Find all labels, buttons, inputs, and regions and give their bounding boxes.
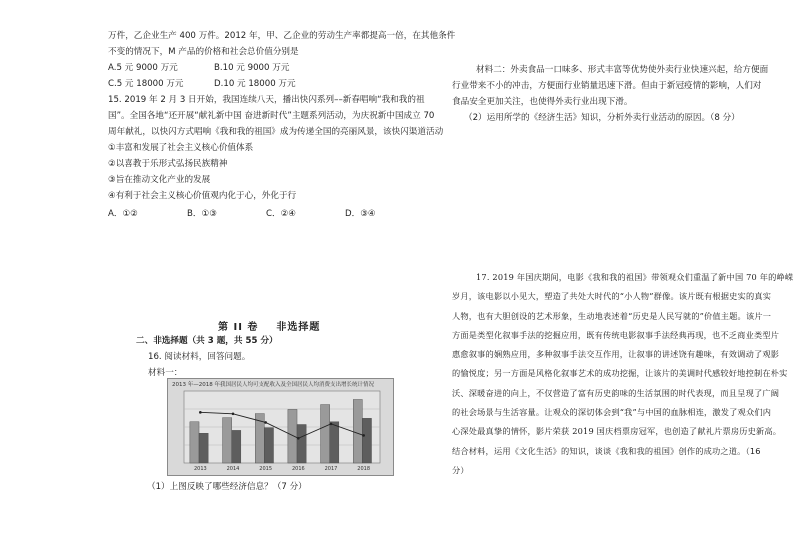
- q17-line-8: 的社会场景与生活容量。让观众的深切体会到“我”与中国的血脉相连，激发了观众们内: [452, 407, 772, 418]
- chart-bar: [330, 422, 339, 463]
- q14-line-2: 不变的情况下，M 产品的价格和社会总价值分别是: [108, 47, 299, 57]
- chart-bar: [353, 399, 362, 463]
- q15-line-2: 国”。全国各地“还开展“献礼新中国 奋进新时代”主题系列活动，为庆祝新中国成立 70: [108, 111, 435, 121]
- q17-line-2: 岁月，该电影以小见大，塑造了共处大时代的“小人物”群像。该片既有根据史实的真实: [452, 291, 772, 302]
- q17-block: [452, 268, 794, 480]
- q16-sub1: （1）上图反映了哪些经济信息？（7 分）: [147, 482, 307, 492]
- q15-line-1: 15. 2019 年 2 月 3 日开始，我国连续八天，播出快闪系列––新春唱响“我和我的祖: [108, 95, 425, 105]
- q17-line-3: 人物，也有大胆创设的艺术形象，生动地表述着“历史是人民写就的”价值主题。该片一: [452, 310, 772, 321]
- chart-point: [232, 413, 235, 416]
- q15-item-4: ④有利于社会主义核心价值观内化于心，外化于行: [108, 191, 297, 201]
- q15-option-b: B．①③: [187, 209, 217, 219]
- chart-bar: [223, 418, 232, 463]
- q15-item-3: ③旨在推动文化产业的发展: [108, 175, 211, 185]
- q14-options-row-2: [108, 76, 418, 92]
- q16-intro: 16. 阅读材料，回答问题。: [148, 352, 251, 362]
- chart-plot: [168, 379, 393, 475]
- q15-option-c: C．②④: [266, 209, 297, 219]
- chart-bar: [288, 409, 297, 463]
- q17-line-6: 的愉悦度；另一方面是风格化叙事艺术的成功挖掘，让该片的美调时代感较好地控制在朴实: [452, 368, 788, 379]
- q17-line-5: 惠愈叙事的娴熟应用，多种叙事手法交互作用，让叙事的讲述饶有趣味，有效调动了观影: [452, 349, 780, 360]
- q14-line-1: 万件，乙企业生产 400 万件。2012 年，甲、乙企业的劳动生产率都提高一倍，在其他条件: [108, 31, 456, 41]
- chart-caption: 2013 年—2018 年我国居民人均可支配收入及全国居民人均消费支出增长统计情况: [172, 382, 374, 388]
- part-two-header: 二、非选择题（共 3 题，共 55 分）: [136, 336, 278, 346]
- q16-sub2: （2）运用所学的《经济生活》知识，分析外卖行业活动的原因。（8 分）: [464, 113, 740, 123]
- q17-ask-line-1: 结合材料，运用《文化生活》的知识，谈谈《我和我的祖国》创作的成功之道。（16: [452, 445, 761, 456]
- q15-option-a: A．①②: [108, 209, 138, 219]
- chart-bar: [264, 428, 273, 463]
- chart-tick-label: 2015: [259, 466, 273, 472]
- q15-option-d: D．③④: [345, 209, 376, 219]
- q17-line-4: 方面是类型化叙事手法的挖掘应用，既有传统电影叙事手法经典再现，也不乏商业类型片: [452, 329, 780, 340]
- chart-tick-label: 2014: [226, 466, 240, 472]
- section-title: [218, 318, 338, 333]
- q14-option-d: D.10 元 18000 万元: [214, 79, 296, 89]
- material2-line-3: 食品安全更加关注，也使得外卖行业出现下滑。: [452, 97, 633, 107]
- chart-point: [199, 411, 202, 414]
- q16-material1-label: 材料一：: [148, 368, 183, 378]
- chart-tick-label: 2017: [324, 466, 338, 472]
- q14-option-b: B.10 元 9000 万元: [214, 63, 290, 73]
- q15-line-3: 周年献礼，以快闪方式唱响《我和我的祖国》成为传递全国的亮丽风景，该快闪渠道活动: [108, 127, 444, 137]
- chart-point: [297, 437, 300, 440]
- chart-point: [264, 421, 267, 424]
- material2-line-2: 行业带来不小的冲击，方便面行业销量迅速下滑。但由于新冠疫情的影响，人们对: [452, 81, 762, 91]
- chart-tick-label: 2016: [291, 466, 305, 472]
- section-title-name: 非选择题: [276, 322, 321, 333]
- q15-item-2: ②以喜教于乐形式弘扬民族精神: [108, 159, 228, 169]
- chart-bar: [232, 430, 241, 463]
- chart-bar: [297, 425, 306, 463]
- q17-ask-line-2: 分）: [452, 464, 469, 475]
- right-column: [452, 62, 769, 126]
- chart-tick-label: 2013: [193, 466, 207, 472]
- chart-bar: [362, 418, 371, 463]
- q14-options-row-1: [108, 60, 418, 76]
- q17-line-1: 17. 2019 年国庆期间，电影《我和我的祖国》带领观众们重温了新中国 70 年的峥嵘: [476, 272, 794, 282]
- chart-point: [330, 423, 333, 426]
- chart-tick-label: 2018: [357, 466, 371, 472]
- chart-bar: [199, 433, 208, 463]
- q14-option-a: A.5 元 9000 万元: [108, 63, 178, 73]
- left-column: [108, 28, 456, 222]
- q17-line-9: 心深处最真挚的情怀，影片荣获 2019 国庆档票房冠军，也创造了献礼片票房历史新高。: [452, 426, 782, 437]
- chart-bar: [190, 422, 199, 463]
- material2-line-1: 材料二：外卖食品一口味多、形式丰富等优势使外卖行业快速兴起，给方便面: [476, 65, 769, 75]
- chart-image: [167, 378, 394, 476]
- q14-option-c: C.5 元 18000 万元: [108, 79, 184, 89]
- q15-options: [108, 206, 418, 222]
- section-title-volume: 第 II 卷: [218, 322, 259, 333]
- chart-bar: [321, 405, 330, 463]
- part-two-block: [136, 333, 426, 381]
- q17-line-7: 沃、深暖奋进的向上，不仅营造了富有历史韵味的生活氛围的时代表现，而且呈现了广阔: [452, 387, 780, 398]
- chart-point: [362, 434, 365, 437]
- q15-item-1: ①丰富和发展了社会主义核心价值体系: [108, 143, 254, 153]
